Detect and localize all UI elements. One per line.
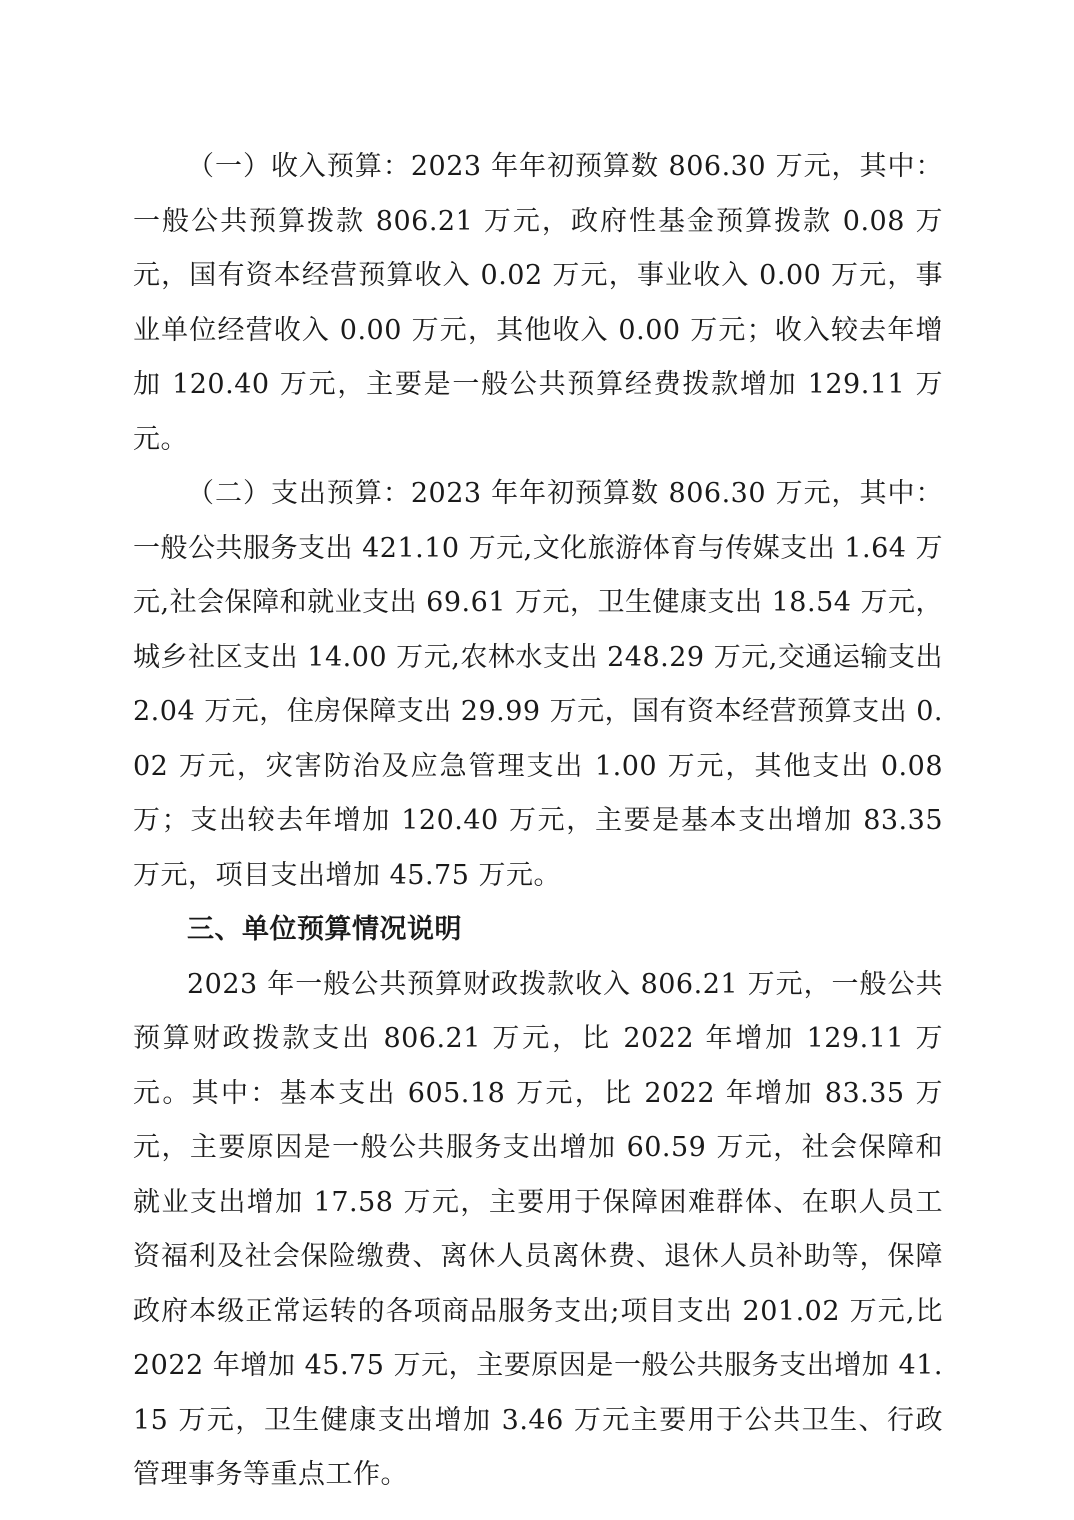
- section-heading: 三、单位预算情况说明: [187, 914, 462, 945]
- income-budget-paragraph: （一）收入预算：2023 年年初预算数 806.30 万元，其中：一般公共预算拨款 806.21 万元，政府性基金预算拨款 0.08 万元，国有资本经营预算收入 0.02 万元，事业收入 0.00 万元，事业单位经营收入 0.00 万元，其他收入 0.00 万元；收入较去年增加 120.40 万元，主要是一般公共预算经费拨款增加 129.11 万元。: [133, 151, 943, 455]
- document-body: [133, 140, 943, 1503]
- unit-budget-paragraph: 2023 年一般公共预算财政拨款收入 806.21 万元，一般公共预算财政拨款支出 806.21 万元，比 2022 年增加 129.11 万元。其中：基本支出 605.18 万元，比 2022 年增加 83.35 万元，主要原因是一般公共服务支出增加 60.59 万元，社会保障和就业支出增加 17.58 万元，主要用于保障困难群体、在职人员工资福利及社会保险缴费、离休人员离休费、退休人员补助等，保障政府本级正常运转的各项商品服务支出;项目支出 201.02 万元,比 2022 年增加 45.75 万元，主要原因是一般公共服务支出增加 41.15 万元，卫生健康支出增加 3.46 万元主要用于公共卫生、行政管理事务等重点工作。: [133, 968, 943, 1490]
- expenditure-budget-paragraph: （二）支出预算：2023 年年初预算数 806.30 万元，其中：一般公共服务支出 421.10 万元,文化旅游体育与传媒支出 1.64 万元,社会保障和就业支出 69.61 万元，卫生健康支出 18.54 万元，城乡社区支出 14.00 万元,农林水支出 248.29 万元,交通运输支出 2.04 万元，住房保障支出 29.99 万元，国有资本经营预算支出 0.02 万元，灾害防治及应急管理支出 1.00 万元，其他支出 0.08 万；支出较去年增加 120.40 万元，主要是基本支出增加 83.35 万元，项目支出增加 45.75 万元。: [133, 478, 944, 891]
